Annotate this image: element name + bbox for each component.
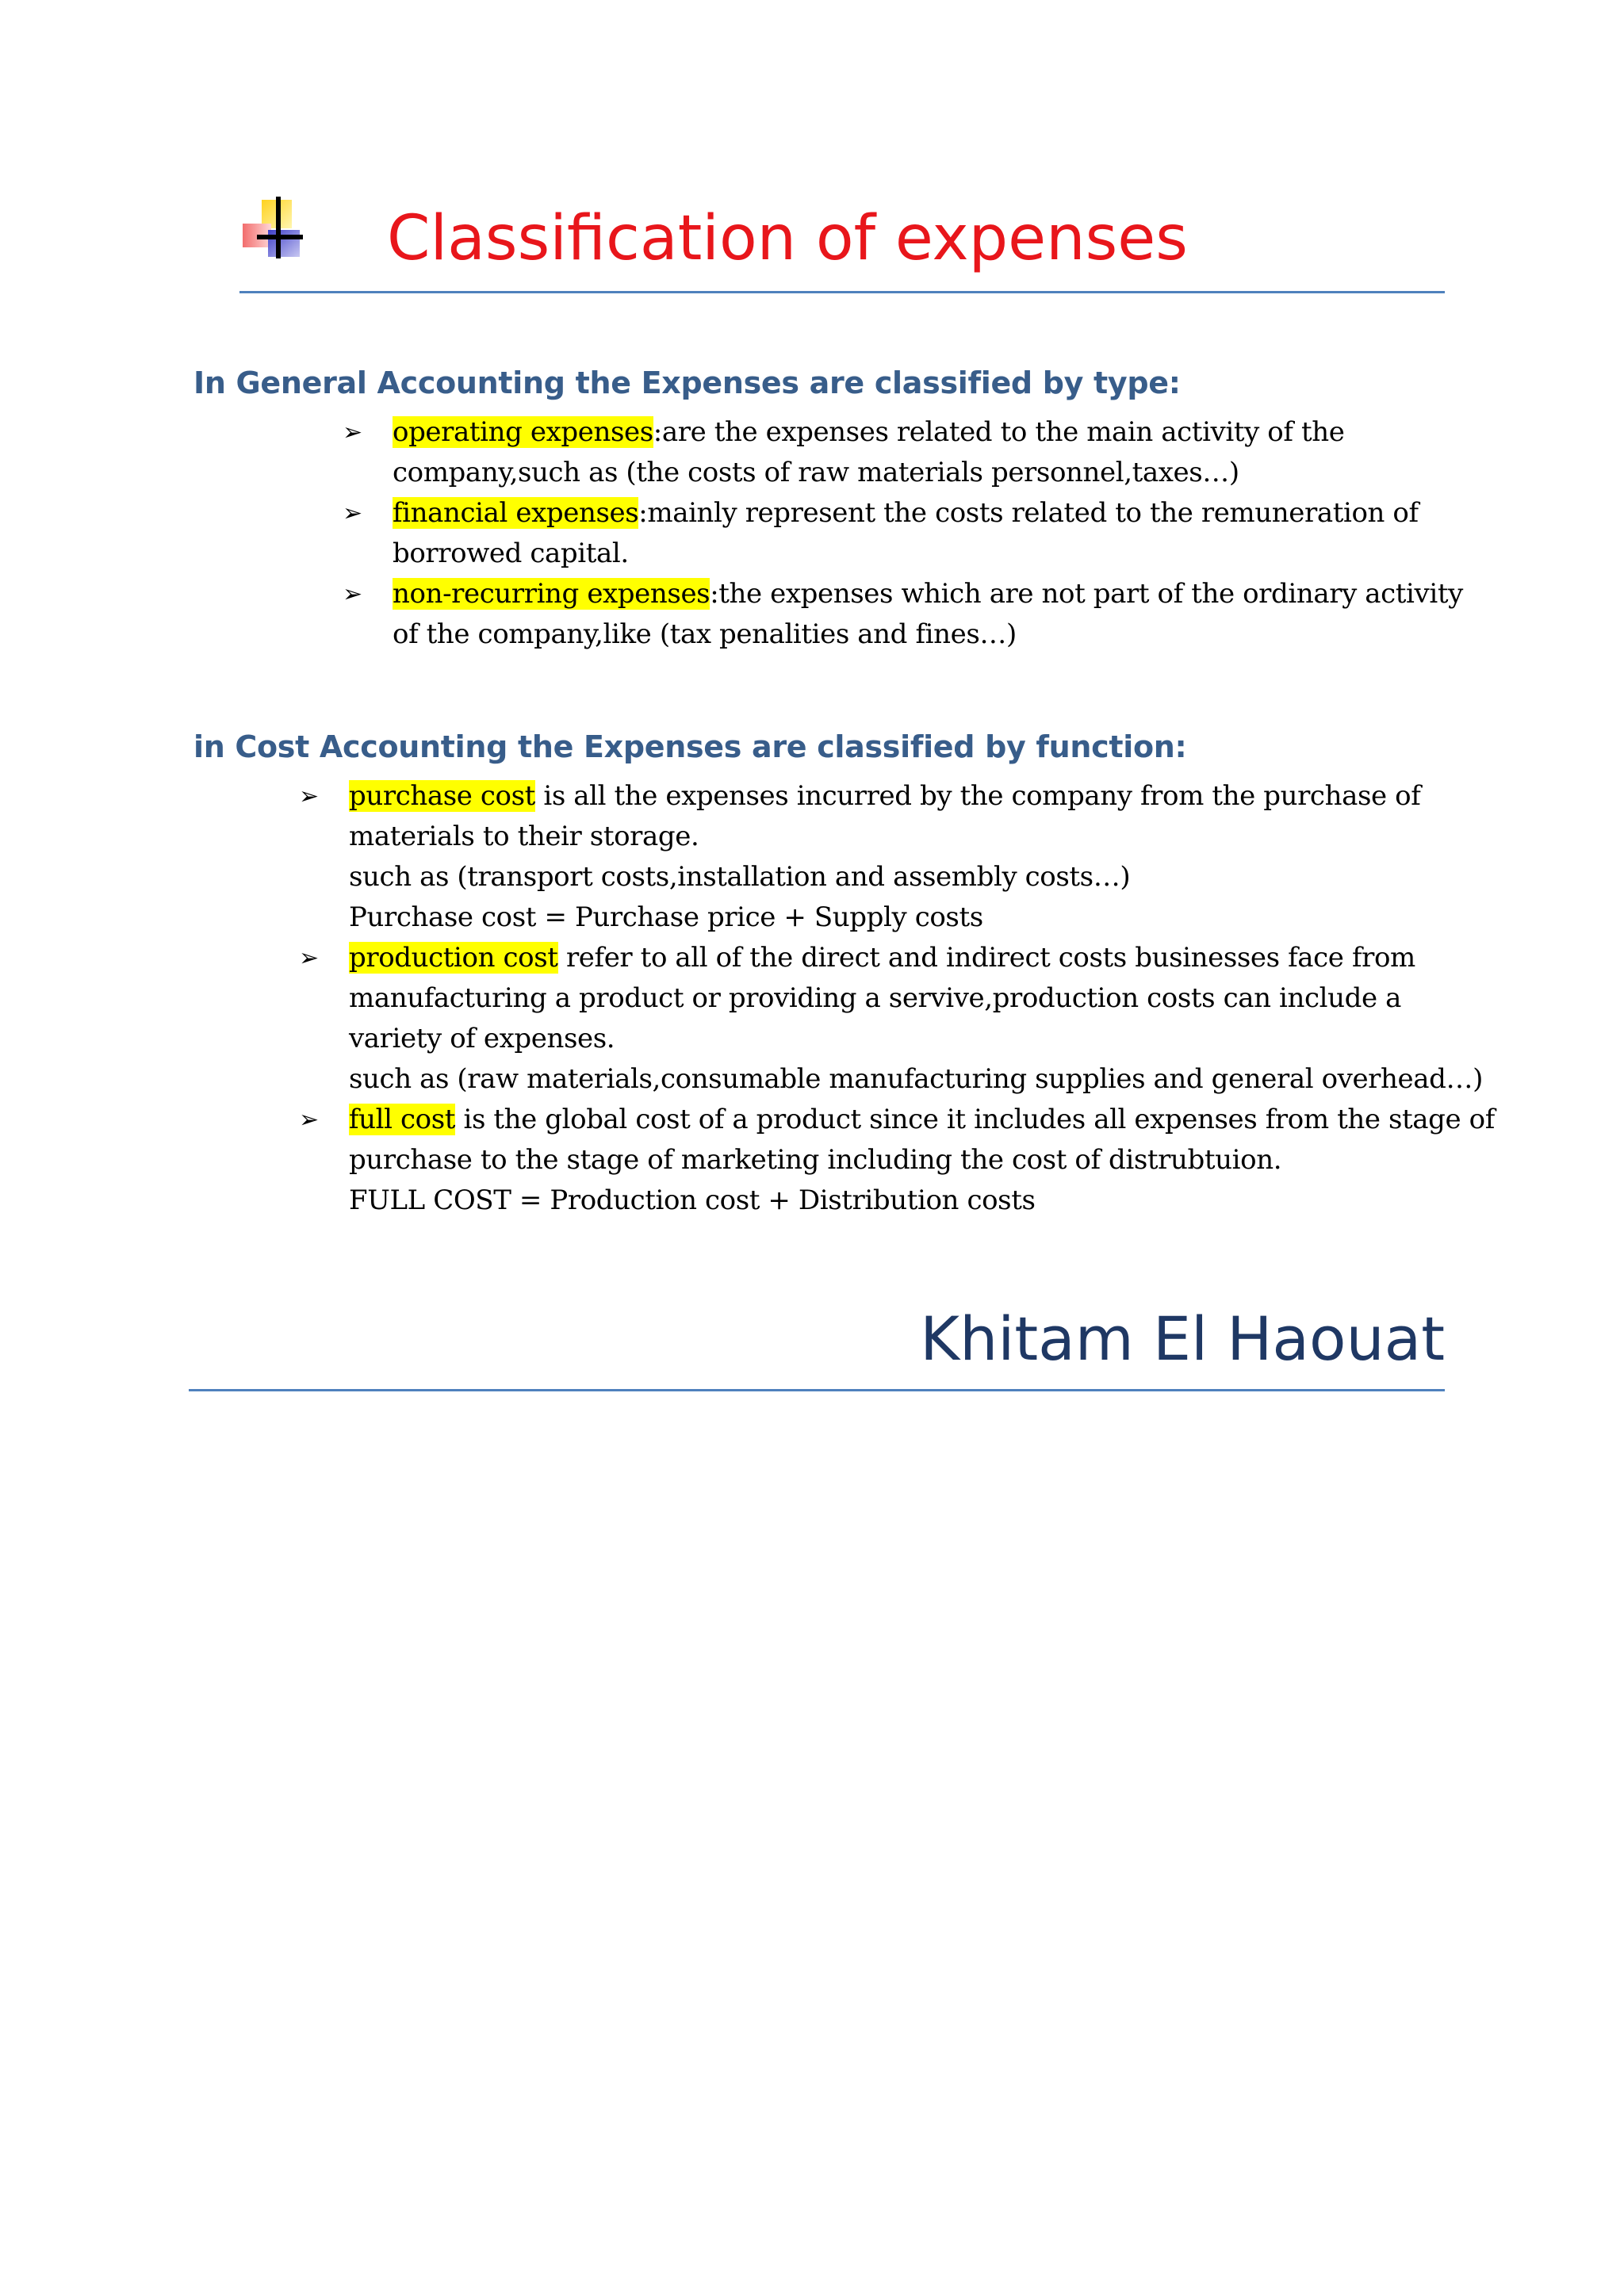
item-text: is the global cost of a product since it includes all expenses from the stage of [455,1104,1495,1135]
arrowhead-bullet-icon: ➢ [343,580,362,608]
list-item [299,938,1483,1100]
title-underline [239,291,1445,293]
highlighted-term: purchase cost [349,780,535,812]
author-underline [189,1389,1445,1391]
author-name: Khitam El Haouat [920,1303,1445,1374]
cross-squares-icon [239,197,312,270]
item-text: purchase to the stage of marketing including the cost of distrubtuion. [349,1144,1282,1176]
arrowhead-bullet-icon: ➢ [343,419,362,446]
item-text: :the expenses which are not part of the ordinary activity [710,578,1463,610]
list-item [299,776,1461,938]
section-heading-cost-accounting: in Cost Accounting the Expenses are classified by function: [193,729,1187,764]
item-text: such as (transport costs,installation and assembly costs…) [349,861,1131,893]
formula-text: Purchase cost = Purchase price + Supply costs [349,901,983,933]
item-text: of the company,like (tax penalities and fines…) [393,618,1017,650]
item-text: such as (raw materials,consumable manufacturing supplies and general overhead…) [349,1063,1483,1095]
cost-accounting-list [299,776,1495,1221]
highlighted-term: production cost [349,942,558,974]
list-item [343,412,1461,493]
formula-text: FULL COST = Production cost + Distribution costs [349,1184,1036,1216]
page-title: Classification of expenses [387,203,1188,274]
item-text: :are the expenses related to the main activity of the [653,416,1345,448]
item-text: variety of expenses. [349,1023,615,1054]
arrowhead-bullet-icon: ➢ [343,499,362,527]
highlighted-term: operating expenses [393,416,653,448]
item-text: is all the expenses incurred by the company from the purchase of [534,780,1421,812]
item-text: borrowed capital. [393,538,629,569]
section-heading-general-accounting: In General Accounting the Expenses are classified by type: [193,365,1181,400]
list-item [343,574,1461,655]
item-text: manufacturing a product or providing a servive,production costs can include a [349,982,1401,1014]
list-item [343,493,1461,574]
arrowhead-bullet-icon: ➢ [299,783,319,810]
list-item [299,1100,1495,1221]
item-text: company,such as (the costs of raw materials personnel,taxes…) [393,457,1239,488]
highlighted-term: financial expenses [393,497,639,529]
general-accounting-list [343,412,1461,655]
arrowhead-bullet-icon: ➢ [299,944,319,972]
item-text: :mainly represent the costs related to the remuneration of [638,497,1419,529]
highlighted-term: full cost [349,1104,456,1135]
arrowhead-bullet-icon: ➢ [299,1106,319,1134]
highlighted-term: non-recurring expenses [393,578,710,610]
item-text: refer to all of the direct and indirect costs businesses face from [557,942,1415,974]
item-text: materials to their storage. [349,821,699,852]
